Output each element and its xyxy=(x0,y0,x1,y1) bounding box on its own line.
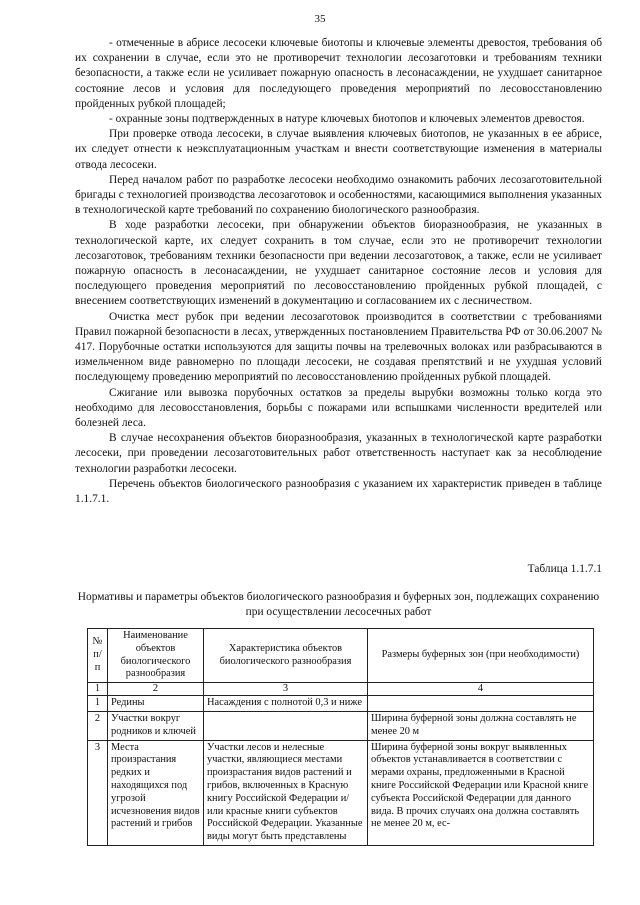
column-number: 4 xyxy=(368,683,594,696)
paragraph: - охранные зоны подтвержденных в натуре ключевых биотопов и ключевых элементов древостоя. xyxy=(109,113,585,126)
biodiversity-table xyxy=(87,628,594,846)
table-cell: Насаждения с полнотой 0,3 и ниже xyxy=(204,696,368,712)
page-number: 35 xyxy=(314,13,326,25)
header-cell: Размеры буферных зон (при необходимости) xyxy=(368,629,594,683)
table-reference: Таблица 1.1.7.1 xyxy=(527,563,602,575)
table-row xyxy=(88,740,594,845)
paragraph: - отмеченные в абрисе лесосеки ключевые биотопы и ключевые элементы древостоя, требования об их сохранении в случае, если это не противоречит технологии лесозаготовки и требованиям техники безопасности, а также если не усиливает пожарную опасность в лесонасаждении, не ухудшает санитарное состояние лесов и условия для последующего проведения мероприятий по лесовосстановлению пройденных рубкой площадей; xyxy=(75,37,602,110)
paragraph: При проверке отвода лесосеки, в случае выявления ключевых биотопов, не указанных в ее абрисе, их следует отнести к неэксплуатационным участкам и внести соответствующие изменения в материалы отвода лесосеки. xyxy=(75,128,602,171)
table-header-row xyxy=(88,629,594,683)
table-cell: Участки лесов и нелесные участки, являющиеся местами произрастания видов растений и грибов, включенных в Красную книгу Российской Федерации и/или красные книги субъектов Российской Федерации. Указанные виды могут быть представлены xyxy=(204,740,368,845)
table-cell: Ширина буферной зоны вокруг выявленных объектов устанавливается в соответствии с мерами охраны, предложенными в Красной книге Российской Федерации или Красной книге субъекта Российской Федерации для данного вида. В прочих случаях она должна составлять не менее 20 м, ес- xyxy=(368,740,594,845)
paragraph: Перечень объектов биологического разнообразия с указанием их характеристик приведен в таблице 1.1.7.1. xyxy=(75,477,602,506)
table-cell: 1 xyxy=(88,696,108,712)
header-cell: № п/п xyxy=(88,629,108,683)
paragraph: Сжигание или вывозка порубочных остатков за пределы вырубки возможны только когда это необходимо для лесовосстановления, борьбы с пожарами или вспышками численности вредителей или болезней леса. xyxy=(75,386,602,430)
table-title: Нормативы и параметры объектов биологического разнообразия и буферных зон, подлежащих сохранению при осуществлении лесосечных работ xyxy=(77,591,600,619)
column-number-row xyxy=(88,683,594,696)
paragraph: Перед началом работ по разработке лесосеки необходимо ознакомить рабочих лесозаготовительной бригады с технологией производства лесозаготовок и особенностями, касающимися выполнения указанных в технологической карте требований по сохранению биологического разнообразия. xyxy=(75,173,602,217)
table-cell: 2 xyxy=(88,711,108,740)
body-text xyxy=(75,36,602,507)
table-cell: Ширина буферной зоны должна составлять не менее 20 м xyxy=(368,711,594,740)
paragraph: В ходе разработки лесосеки, при обнаружении объектов биоразнообразия, не указанных в технологической карте, их следует сохранить в том случае, если это не противоречит технологии лесозаготовок, требованиям техники безопасности при ведении лесозаготовок, а также, если не усиливает пожарную опасность в лесонасаждении, не ухудшает санитарное состояние лесов и условия для последующего проведения мероприятий по лесовосстановлению пройденных рубкой площадей, с внесением соответствующих изменений в документацию и согласованием их с лесничеством. xyxy=(75,219,602,308)
column-number: 1 xyxy=(88,683,108,696)
table-cell: Участки вокруг родников и ключей xyxy=(108,711,204,740)
column-number: 3 xyxy=(204,683,368,696)
paragraph: В случае несохранения объектов биоразнообразия, указанных в технологической карте разработки лесосеки, при проведении лесозаготовительных работ ответственность наступает как за несоблюдение технологии разработки лесосеки. xyxy=(75,432,602,475)
table-row xyxy=(88,696,594,712)
header-cell: Характеристика объектов биологического разнообразия xyxy=(204,629,368,683)
table-cell xyxy=(368,696,594,712)
header-cell: Наименование объектов биологического разнообразия xyxy=(108,629,204,683)
column-number: 2 xyxy=(108,683,204,696)
paragraph: Очистка мест рубок при ведении лесозаготовок производится в соответствии с требованиями Правил пожарной безопасности в лесах, утвержденных постановлением Правительства РФ от 30.06.2007 № 417. Порубочные остатки используются для защиты почвы на трелевочных волоках или разбрасываются в измельченном виде равномерно по площади лесосеки, не создавая препятствий и не ухудшая условий последующему проведению мероприятий по лесовосстановлению пройденных рубкой площадей. xyxy=(75,310,602,384)
table-cell: Места произрастания редких и находящихся под угрозой исчезновения видов растений и грибов xyxy=(108,740,204,845)
table-cell: 3 xyxy=(88,740,108,845)
table-row xyxy=(88,711,594,740)
table-cell: Редины xyxy=(108,696,204,712)
table-cell xyxy=(204,711,368,740)
